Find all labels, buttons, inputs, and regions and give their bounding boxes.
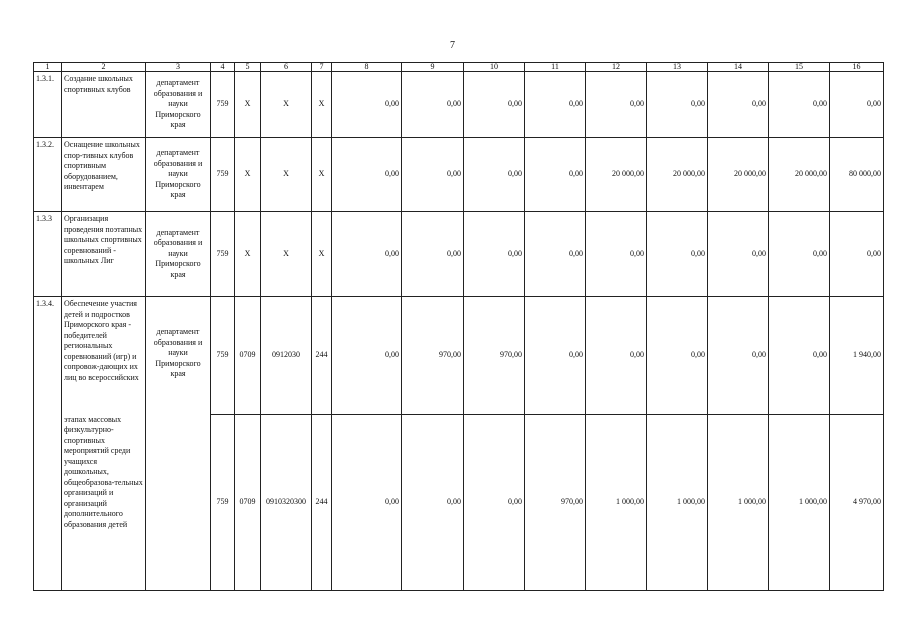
row-department: департамент образования и науки Приморского края <box>146 72 211 138</box>
row-name-continued: этапах массовых физкультурно-спортивных мероприятий среди учащихся дошкольных, общеобразова-тельных организаций и организаций дополнительного образования детей <box>62 415 146 591</box>
row-type: Х <box>312 212 332 297</box>
row-value: 20 000,00 <box>586 138 647 212</box>
row-total: 4 970,00 <box>830 415 884 591</box>
row-value: 0,00 <box>525 212 586 297</box>
row-value: 0,00 <box>525 72 586 138</box>
table-row <box>34 138 884 212</box>
row-value: 0,00 <box>525 297 586 415</box>
row-name: Организация проведения поэтапных школьных спортивных соревнований - школьных Лиг <box>62 212 146 297</box>
row-value: 0,00 <box>769 297 830 415</box>
row-value: 20 000,00 <box>647 138 708 212</box>
row-target: 0912030 <box>261 297 312 415</box>
budget-table <box>33 62 884 591</box>
header-cell: 5 <box>235 63 261 72</box>
header-row <box>34 63 884 72</box>
header-cell: 6 <box>261 63 312 72</box>
row-value: 0,00 <box>464 138 525 212</box>
header-cell: 12 <box>586 63 647 72</box>
row-value: 0,00 <box>708 297 769 415</box>
row-number: 1.3.4. <box>34 297 62 591</box>
row-value: 0,00 <box>647 297 708 415</box>
row-section: Х <box>235 212 261 297</box>
row-section: 0709 <box>235 415 261 591</box>
row-value: 0,00 <box>708 72 769 138</box>
row-number: 1.3.2. <box>34 138 62 212</box>
row-value: 0,00 <box>402 138 464 212</box>
row-code: 759 <box>211 297 235 415</box>
row-value: 0,00 <box>769 212 830 297</box>
row-type: Х <box>312 72 332 138</box>
row-target: Х <box>261 72 312 138</box>
row-value: 970,00 <box>525 415 586 591</box>
row-value: 1 000,00 <box>708 415 769 591</box>
row-type: 244 <box>312 297 332 415</box>
row-code: 759 <box>211 415 235 591</box>
row-value: 1 000,00 <box>769 415 830 591</box>
row-total: 1 940,00 <box>830 297 884 415</box>
header-cell: 13 <box>647 63 708 72</box>
row-target: Х <box>261 212 312 297</box>
header-cell: 7 <box>312 63 332 72</box>
row-type: 244 <box>312 415 332 591</box>
row-number: 1.3.3 <box>34 212 62 297</box>
row-value: 0,00 <box>464 72 525 138</box>
row-name: Оснащение школьных спор-тивных клубов спортивным оборудованием, инвентарем <box>62 138 146 212</box>
row-name: Обеспечение участия детей и подростков Приморского края - победителей региональных соревнований (игр) и сопровож-дающих их лиц во всероссийских <box>62 297 146 415</box>
page-number: 7 <box>450 40 455 51</box>
row-value: 0,00 <box>402 72 464 138</box>
header-cell: 11 <box>525 63 586 72</box>
table-row <box>34 212 884 297</box>
row-value: 0,00 <box>586 72 647 138</box>
row-value: 0,00 <box>332 138 402 212</box>
header-cell: 1 <box>34 63 62 72</box>
header-cell: 3 <box>146 63 211 72</box>
row-number: 1.3.1. <box>34 72 62 138</box>
row-code: 759 <box>211 72 235 138</box>
row-value: 0,00 <box>332 212 402 297</box>
header-cell: 16 <box>830 63 884 72</box>
row-value: 0,00 <box>769 72 830 138</box>
row-value: 0,00 <box>586 212 647 297</box>
row-department: департамент образования и науки Приморского края <box>146 138 211 212</box>
row-value: 0,00 <box>402 212 464 297</box>
row-value: 0,00 <box>647 72 708 138</box>
row-total: 80 000,00 <box>830 138 884 212</box>
header-cell: 15 <box>769 63 830 72</box>
row-section: Х <box>235 138 261 212</box>
row-value: 0,00 <box>586 297 647 415</box>
row-value: 970,00 <box>464 297 525 415</box>
row-value: 20 000,00 <box>769 138 830 212</box>
header-cell: 2 <box>62 63 146 72</box>
row-code: 759 <box>211 138 235 212</box>
header-cell: 8 <box>332 63 402 72</box>
row-section: Х <box>235 72 261 138</box>
table-row <box>34 72 884 138</box>
row-department: департамент образования и науки Приморского края <box>146 212 211 297</box>
row-type: Х <box>312 138 332 212</box>
header-cell: 4 <box>211 63 235 72</box>
header-cell: 14 <box>708 63 769 72</box>
row-value: 0,00 <box>708 212 769 297</box>
row-target: 0910320300 <box>261 415 312 591</box>
row-target: Х <box>261 138 312 212</box>
row-value: 0,00 <box>332 297 402 415</box>
row-section: 0709 <box>235 297 261 415</box>
row-value: 0,00 <box>464 415 525 591</box>
row-value: 0,00 <box>402 415 464 591</box>
row-name: Создание школьных спортивных клубов <box>62 72 146 138</box>
row-value: 1 000,00 <box>647 415 708 591</box>
row-total: 0,00 <box>830 72 884 138</box>
row-value: 970,00 <box>402 297 464 415</box>
row-code: 759 <box>211 212 235 297</box>
table-row <box>34 297 884 415</box>
row-value: 0,00 <box>332 72 402 138</box>
header-cell: 9 <box>402 63 464 72</box>
row-total: 0,00 <box>830 212 884 297</box>
header-cell: 10 <box>464 63 525 72</box>
row-value: 1 000,00 <box>586 415 647 591</box>
row-value: 0,00 <box>464 212 525 297</box>
row-value: 20 000,00 <box>708 138 769 212</box>
row-department: департамент образования и науки Приморского края <box>146 297 211 591</box>
row-value: 0,00 <box>647 212 708 297</box>
row-value: 0,00 <box>332 415 402 591</box>
row-value: 0,00 <box>525 138 586 212</box>
